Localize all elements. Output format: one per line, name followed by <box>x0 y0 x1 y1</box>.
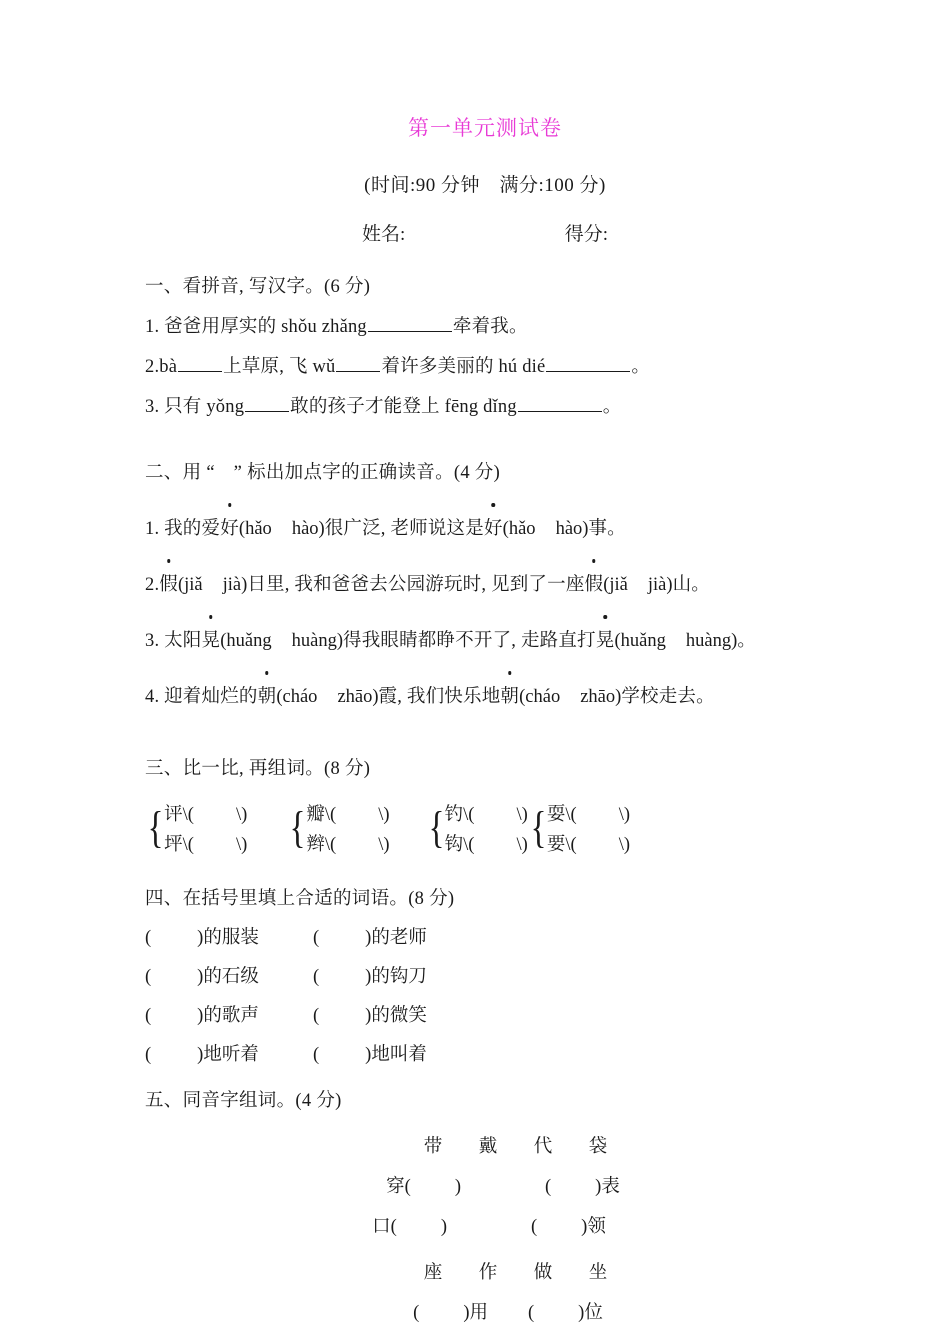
pinyin-option-open: ( <box>238 519 246 539</box>
marked-character: 朝 <box>258 682 277 708</box>
char-pair-bottom <box>445 830 528 860</box>
homophone-slot-right <box>545 1172 620 1198</box>
phrase-text: )的老师 <box>365 928 427 948</box>
char-pair-group <box>426 798 528 860</box>
pinyin-option[interactable]: huàng <box>291 631 337 651</box>
section-2-item-4 <box>145 682 825 708</box>
pinyin-option-open: ( <box>603 575 610 595</box>
pinyin-option-close: ) <box>241 575 248 595</box>
pinyin-option[interactable]: hǎo <box>508 519 536 539</box>
pinyin-option-open: ( <box>220 631 227 651</box>
pinyin-option[interactable]: huǎng <box>226 631 272 651</box>
marked-character: 假 <box>159 570 178 596</box>
item-number: 1. <box>145 317 160 337</box>
char-label: 瓣\( <box>306 805 337 825</box>
phrase-right <box>313 1006 427 1026</box>
score-label: 得分: <box>564 224 609 245</box>
answer-blank[interactable] <box>546 356 630 372</box>
page-content <box>145 0 825 1324</box>
left-brace-icon: { <box>530 803 547 852</box>
answer-blank[interactable] <box>336 356 380 372</box>
slot-prefix: ( <box>531 1217 538 1237</box>
char-pair-group <box>287 798 389 860</box>
homophone-slot-right <box>528 1298 603 1324</box>
item-number: 2. <box>145 357 160 377</box>
pinyin-option[interactable]: zhāo <box>337 687 373 707</box>
marked-character: 朝 <box>500 682 519 708</box>
char-label: 耍\( <box>546 805 577 825</box>
section-4-row <box>145 1001 825 1027</box>
slot-prefix: 口( <box>372 1217 397 1237</box>
marked-character: 晃 <box>596 626 615 652</box>
section-3-heading: 三、比一比, 再组词。(8 分) <box>145 759 371 779</box>
left-brace-icon: { <box>289 803 306 852</box>
pinyin-hint: shǒu zhǎng <box>281 317 367 337</box>
pinyin-option[interactable]: jiǎ <box>184 575 203 595</box>
item-text: 日里, 我和爸爸去公园游玩时, 见到了一座 <box>247 575 585 595</box>
pinyin-hint: yǒng <box>206 397 245 417</box>
phrase-left <box>145 923 313 949</box>
item-number: 3. <box>145 631 160 651</box>
item-text: 太阳 <box>164 631 202 651</box>
item-text-tail: 事。 <box>588 519 626 539</box>
pinyin-option-open: ( <box>276 687 283 707</box>
item-text: 着许多美丽的 <box>381 357 499 377</box>
paren-open: ( <box>313 928 320 948</box>
char-label: 钓\( <box>444 805 475 825</box>
section-5-row <box>145 1298 825 1324</box>
item-text: 上草原, 飞 <box>223 357 313 377</box>
item-text-tail: 山。 <box>672 575 710 595</box>
paren-open: ( <box>313 1045 320 1065</box>
phrase-text: )地叫着 <box>365 1045 427 1065</box>
paren-close: \) <box>235 805 248 825</box>
phrase-text: )地听着 <box>197 1045 259 1065</box>
phrase-right <box>313 967 427 987</box>
char-pair-bottom <box>547 830 630 860</box>
slot-suffix: )用 <box>463 1303 488 1323</box>
item-text-tail: 。 <box>737 631 756 651</box>
paren-close: \) <box>618 835 630 855</box>
homophone-slot-right <box>531 1212 606 1238</box>
slot-suffix: )位 <box>578 1303 603 1323</box>
answer-blank[interactable] <box>178 356 222 372</box>
char-label: 钩\( <box>444 835 475 855</box>
char-pair-top <box>164 800 247 830</box>
pinyin-hint: wǔ <box>312 357 336 377</box>
student-info-row <box>145 219 825 246</box>
pinyin-option-close: ) <box>372 687 379 707</box>
phrase-text: )的微笑 <box>365 1006 427 1026</box>
section-4-row <box>145 1040 825 1066</box>
phrase-text: )的钩刀 <box>365 967 427 987</box>
paren-open: ( <box>145 1006 152 1026</box>
char-label: 辫\( <box>306 835 337 855</box>
pinyin-option-open: ( <box>502 519 509 539</box>
item-text: 爸爸用厚实的 <box>164 317 282 337</box>
item-text-tail: 学校走去。 <box>621 687 715 707</box>
slot-prefix: ( <box>545 1177 552 1197</box>
answer-blank[interactable] <box>368 316 452 332</box>
homophone-slot-left <box>386 1172 461 1198</box>
paren-close: \) <box>618 805 630 825</box>
pinyin-option[interactable]: zhāo <box>580 687 616 707</box>
section-1-heading: 一、看拼音, 写汉字。(6 分) <box>145 277 371 297</box>
marked-character: 好 <box>220 514 239 540</box>
phrase-right <box>313 928 427 948</box>
section-1-item-2 <box>145 352 825 378</box>
slot-prefix: ( <box>413 1303 420 1323</box>
pinyin-option[interactable]: cháo <box>282 687 318 707</box>
phrase-text: )的石级 <box>197 967 259 987</box>
pinyin-option[interactable]: huàng <box>685 631 732 651</box>
char-pair-bottom <box>164 830 247 860</box>
section-5-heading: 五、同音字组词。(4 分) <box>145 1091 342 1111</box>
pinyin-option-open: ( <box>177 575 185 595</box>
item-text-tail: 。 <box>602 397 622 417</box>
item-text: 很广泛, 老师说这是 <box>324 519 484 539</box>
slot-suffix: )领 <box>581 1217 606 1237</box>
item-number: 1. <box>145 519 160 539</box>
slot-suffix: ) <box>454 1177 461 1197</box>
char-label: 要\( <box>546 835 577 855</box>
section-4-heading: 四、在括号里填上合适的词语。(8 分) <box>145 889 455 909</box>
pinyin-option[interactable]: huǎng <box>620 631 666 651</box>
item-text: 只有 <box>164 397 207 417</box>
item-text: 敢的孩子才能登上 <box>290 397 445 417</box>
item-text-tail: 牵着我。 <box>452 317 528 337</box>
homophone-slot-left <box>372 1212 447 1238</box>
pinyin-option-open: ( <box>614 631 621 651</box>
phrase-right <box>313 1045 427 1065</box>
pinyin-option[interactable]: jiǎ <box>609 575 628 595</box>
paren-open: ( <box>313 967 320 987</box>
paren-open: ( <box>145 967 152 987</box>
phrase-text: )的歌声 <box>197 1006 259 1026</box>
item-number: 4. <box>145 687 160 707</box>
char-pair-top <box>547 800 630 830</box>
char-pair-top <box>306 800 389 830</box>
item-text: 我的爱 <box>164 519 221 539</box>
pinyin-option-close: ) <box>336 631 343 651</box>
pinyin-option[interactable]: hào <box>555 519 583 539</box>
pinyin-option[interactable]: hǎo <box>245 519 272 539</box>
pinyin-option-close: ) <box>666 575 673 595</box>
phrase-text: )的服装 <box>197 928 259 948</box>
item-text: 得我眼睛都睁不开了, 走路直打 <box>343 631 596 651</box>
paren-open: ( <box>145 928 152 948</box>
pinyin-option[interactable]: jià <box>222 575 242 595</box>
char-pair-bottom <box>306 830 389 860</box>
pinyin-hint: hú dié <box>498 357 546 377</box>
page-title: 第一单元测试卷 <box>408 117 562 140</box>
answer-blank[interactable] <box>518 396 602 412</box>
left-brace-icon: { <box>428 803 444 852</box>
pinyin-option-close: ) <box>582 519 589 539</box>
char-pair-group <box>528 798 630 860</box>
marked-character: 晃 <box>202 626 221 652</box>
item-number: 3. <box>145 397 160 417</box>
section-4-row <box>145 923 825 949</box>
phrase-left <box>145 1040 313 1066</box>
section-2-item-3 <box>145 626 825 652</box>
char-pair-group <box>145 798 247 860</box>
pinyin-option-close: ) <box>318 519 325 539</box>
section-3-groups <box>145 798 825 860</box>
slot-prefix: ( <box>528 1303 535 1323</box>
pinyin-option-open: ( <box>519 687 526 707</box>
pinyin-option[interactable]: jià <box>647 575 667 595</box>
pinyin-option-close: ) <box>615 687 622 707</box>
section-1-item-1 <box>145 312 825 338</box>
homophone-char-set-2: 座 作 做 坐 <box>423 1263 617 1283</box>
section-2-item-2 <box>145 570 825 596</box>
char-pair-top <box>445 800 528 830</box>
exam-subtitle: (时间:90 分钟 满分:100 分) <box>364 175 606 196</box>
paren-open: ( <box>313 1006 320 1026</box>
paren-close: \) <box>235 835 248 855</box>
section-4-row <box>145 962 825 988</box>
paren-open: ( <box>145 1045 152 1065</box>
pinyin-option[interactable]: cháo <box>525 687 561 707</box>
pinyin-hint: bà <box>159 357 178 377</box>
section-5-row <box>145 1172 825 1198</box>
char-label: 评\( <box>164 805 194 825</box>
paren-close: \) <box>378 835 390 855</box>
pinyin-option-close: ) <box>731 631 738 651</box>
item-text: 迎着灿烂的 <box>164 687 258 707</box>
paren-close: \) <box>378 805 390 825</box>
item-text-tail: 。 <box>631 357 651 377</box>
phrase-left <box>145 962 313 988</box>
left-brace-icon: { <box>147 803 164 852</box>
section-2-heading: 二、用 “ ” 标出加点字的正确读音。(4 分) <box>145 463 501 483</box>
homophone-slot-left <box>413 1298 488 1324</box>
answer-blank[interactable] <box>245 396 289 412</box>
name-label: 姓名: <box>361 224 406 245</box>
slot-suffix: ) <box>440 1217 447 1237</box>
char-label: 坪\( <box>164 835 194 855</box>
marked-character: 好 <box>484 514 503 540</box>
pinyin-hint: fēng dǐng <box>444 397 517 417</box>
marked-character: 假 <box>585 570 604 596</box>
item-text: 霞, 我们快乐地 <box>378 687 501 707</box>
item-number: 2. <box>145 575 160 595</box>
pinyin-option[interactable]: hào <box>291 519 319 539</box>
section-1-item-3 <box>145 392 825 418</box>
homophone-char-set-1: 带 戴 代 袋 <box>423 1137 617 1157</box>
slot-suffix: )表 <box>595 1177 620 1197</box>
slot-prefix: 穿( <box>386 1177 411 1197</box>
phrase-left <box>145 1001 313 1027</box>
section-2-item-1 <box>145 514 825 540</box>
section-5-row <box>145 1212 825 1238</box>
paren-close: \) <box>516 835 528 855</box>
paren-close: \) <box>516 805 528 825</box>
